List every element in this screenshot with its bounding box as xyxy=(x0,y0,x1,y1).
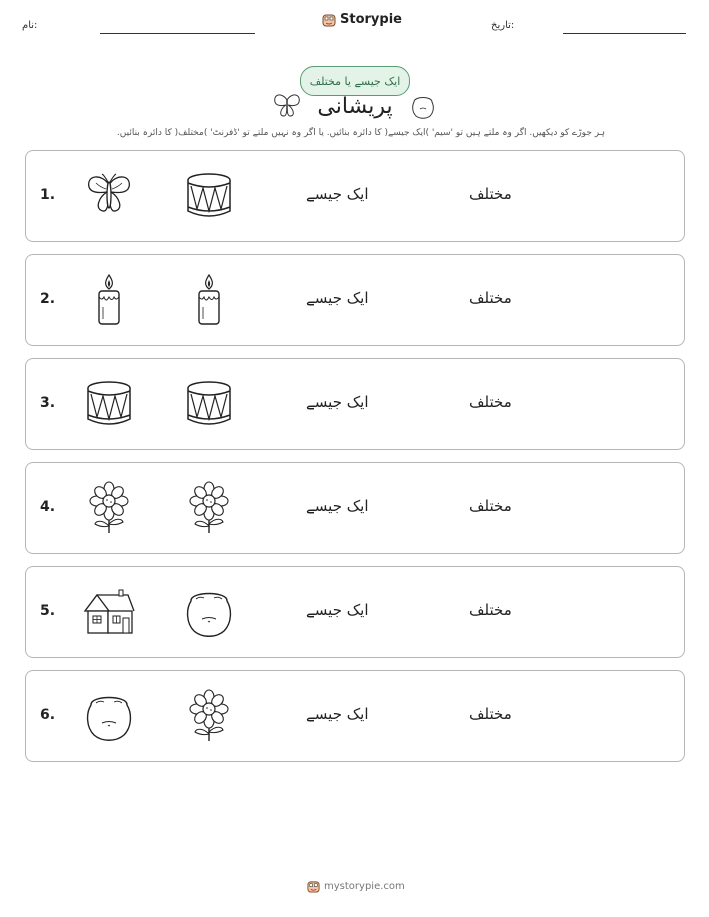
drum-icon xyxy=(82,377,136,431)
option-different[interactable]: مختلف xyxy=(469,497,512,515)
page-title: پریشانی xyxy=(317,94,393,119)
question-row xyxy=(25,670,685,762)
name-label: نام: xyxy=(22,20,38,31)
flower-icon xyxy=(182,481,236,535)
storypie-mascot-icon xyxy=(322,13,336,27)
question-number: 4. xyxy=(40,499,56,515)
question-number: 3. xyxy=(40,395,56,411)
worried-face-icon xyxy=(410,94,436,124)
storypie-mascot-icon xyxy=(307,880,320,893)
option-different[interactable]: مختلف xyxy=(469,393,512,411)
drum-icon xyxy=(182,377,236,431)
date-line[interactable] xyxy=(563,33,686,34)
drum-icon xyxy=(182,169,236,223)
house-icon xyxy=(82,585,136,639)
question-number: 1. xyxy=(40,187,56,203)
flower-icon xyxy=(182,689,236,743)
butterfly-icon xyxy=(82,169,136,223)
topic-tag: ایک جیسے یا مختلف xyxy=(300,66,410,96)
candle-icon xyxy=(182,273,236,327)
question-row xyxy=(25,358,685,450)
option-same[interactable]: ایک جیسے xyxy=(306,289,369,307)
option-same[interactable]: ایک جیسے xyxy=(306,497,369,515)
question-row xyxy=(25,254,685,346)
footer xyxy=(307,880,405,893)
instructions-text: ہر جوڑے کو دیکھیں. اگر وہ ملتے ہیں تو 'سیم' )ایک جیسے( کا دائرہ بنائیں. یا اگر وہ نہیں ملتے تو 'ڈفرنٹ' )مختلف( کا دائرہ بنائیں. xyxy=(116,128,605,138)
question-row xyxy=(25,462,685,554)
flower-icon xyxy=(82,481,136,535)
option-same[interactable]: ایک جیسے xyxy=(306,705,369,723)
brand-name: Storypie xyxy=(340,12,402,27)
option-different[interactable]: مختلف xyxy=(469,289,512,307)
worried-face-icon xyxy=(182,585,236,639)
brand-logo xyxy=(322,12,402,27)
date-label: تاریخ: xyxy=(491,20,515,31)
question-number: 2. xyxy=(40,291,56,307)
question-row xyxy=(25,566,685,658)
worried-face-icon xyxy=(82,689,136,743)
option-same[interactable]: ایک جیسے xyxy=(306,393,369,411)
option-different[interactable]: مختلف xyxy=(469,705,512,723)
option-same[interactable]: ایک جیسے xyxy=(306,185,369,203)
footer-site[interactable]: mystorypie.com xyxy=(324,881,405,892)
butterfly-icon xyxy=(272,92,302,124)
option-same[interactable]: ایک جیسے xyxy=(306,601,369,619)
question-number: 5. xyxy=(40,603,56,619)
name-line[interactable] xyxy=(100,33,255,34)
option-different[interactable]: مختلف xyxy=(469,601,512,619)
question-row xyxy=(25,150,685,242)
option-different[interactable]: مختلف xyxy=(469,185,512,203)
question-number: 6. xyxy=(40,707,56,723)
candle-icon xyxy=(82,273,136,327)
